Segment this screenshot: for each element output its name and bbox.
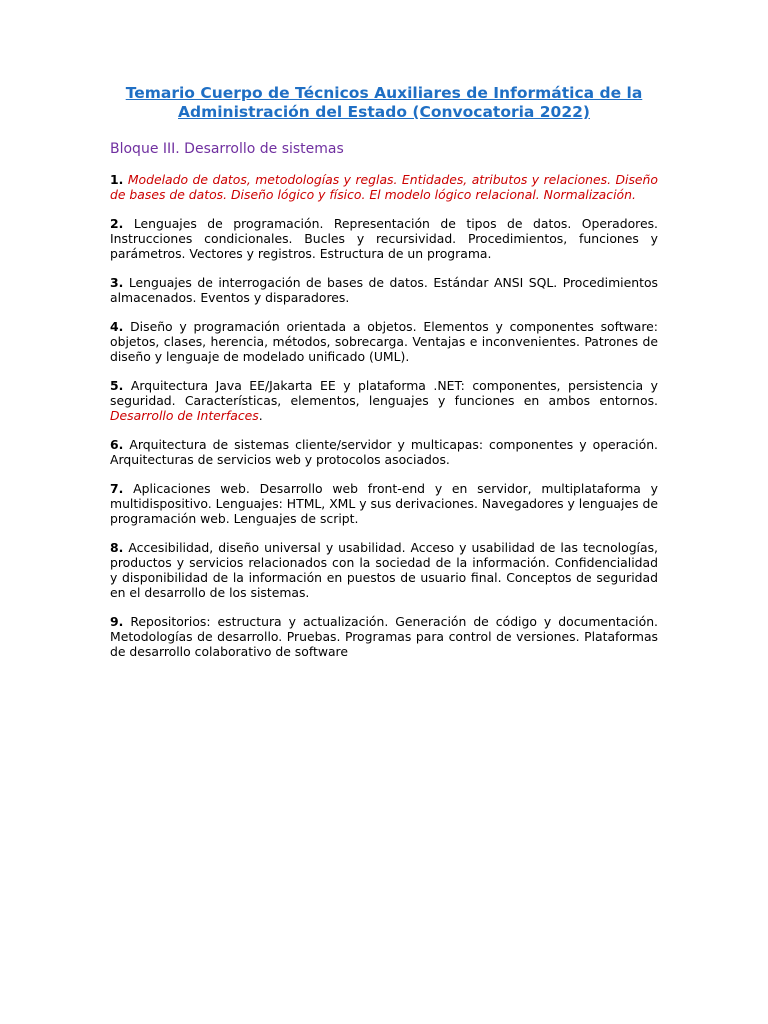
item-text: Aplicaciones web. Desarrollo web front-end y en servidor, multiplataforma y multidispositivo. Lenguajes: HTML, XML y sus derivaciones. Navegadores y lenguajes de programación web. Lenguajes de script.: [110, 481, 658, 526]
item-text: Repositorios: estructura y actualización. Generación de código y documentación. Metodologías de desarrollo. Pruebas. Programas para control de versiones. Plataformas de desarrollo colaborativo de software: [110, 614, 658, 659]
item-text-punctuation: .: [258, 408, 263, 423]
syllabus-item-5: [110, 378, 658, 423]
item-number: 2.: [110, 216, 124, 231]
item-text-highlighted: Modelado de datos, metodologías y reglas. Entidades, atributos y relaciones. Diseño de bases de datos. Diseño lógico y físico. El modelo lógico relacional. Normalización.: [110, 172, 658, 202]
item-number: 8.: [110, 540, 124, 555]
title-line-1: Temario Cuerpo de Técnicos Auxiliares de Informática de la: [125, 84, 643, 102]
item-text: Arquitectura de sistemas cliente/servidor y multicapas: componentes y operación. Arquitecturas de servicios web y protocolos asociados.: [110, 437, 658, 467]
item-number: 4.: [110, 319, 124, 334]
block-title: Bloque III. Desarrollo de sistemas: [110, 141, 344, 157]
syllabus-item-6: [110, 437, 658, 467]
syllabus-item-9: [110, 614, 658, 659]
item-number: 3.: [110, 275, 124, 290]
syllabus-item-4: [110, 319, 658, 364]
title-line-2: Administración del Estado (Convocatoria 2022): [178, 103, 590, 121]
syllabus-item-3: [110, 275, 658, 305]
item-number: 1.: [110, 172, 124, 187]
item-text: Lenguajes de interrogación de bases de datos. Estándar ANSI SQL. Procedimientos almacenados. Eventos y disparadores.: [110, 275, 658, 305]
syllabus-item-7: [110, 481, 658, 526]
syllabus-item-1: [110, 172, 658, 202]
item-number: 5.: [110, 378, 124, 393]
syllabus-item-2: [110, 216, 658, 261]
item-number: 6.: [110, 437, 124, 452]
item-text: Accesibilidad, diseño universal y usabilidad. Acceso y usabilidad de las tecnologías, productos y servicios relacionados con la sociedad de la información. Confidencialidad y disponibilidad de la información en puestos de usuario final. Conceptos de seguridad en el desarrollo de los sistemas.: [110, 540, 658, 600]
document-title[interactable]: [94, 84, 674, 122]
item-number: 9.: [110, 614, 124, 629]
item-text: Arquitectura Java EE/Jakarta EE y plataforma .NET: componentes, persistencia y seguridad. Características, elementos, lenguajes y funciones en ambos entornos.: [110, 378, 658, 408]
item-number: 7.: [110, 481, 124, 496]
syllabus-item-8: [110, 540, 658, 600]
item-text-highlighted: Desarrollo de Interfaces: [110, 408, 259, 423]
item-text: Lenguajes de programación. Representación de tipos de datos. Operadores. Instrucciones condicionales. Bucles y recursividad. Procedimientos, funciones y parámetros. Vectores y registros. Estructura de un programa.: [110, 216, 658, 261]
item-text: Diseño y programación orientada a objetos. Elementos y componentes software: objetos, clases, herencia, métodos, sobrecarga. Ventajas e inconvenientes. Patrones de diseño y lenguaje de modelado unificado (UML).: [110, 319, 658, 364]
